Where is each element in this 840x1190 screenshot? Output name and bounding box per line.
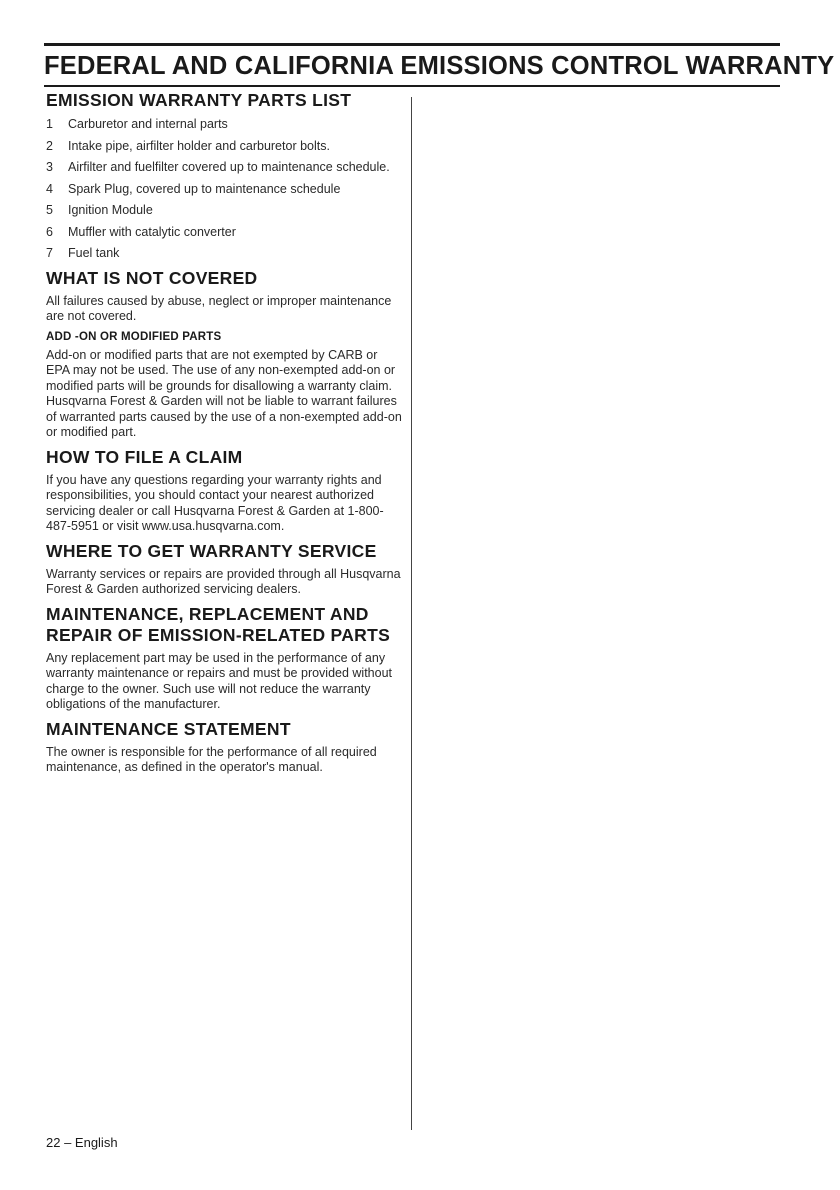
list-item-text: Muffler with catalytic converter: [68, 224, 236, 239]
list-item-text: Spark Plug, covered up to maintenance schedule: [68, 181, 341, 196]
title-top-rule: [44, 43, 780, 46]
file-claim-heading: HOW TO FILE A CLAIM: [46, 446, 243, 467]
warranty-service-heading: WHERE TO GET WARRANTY SERVICE: [46, 540, 377, 561]
list-item: [46, 225, 402, 241]
list-item: [46, 160, 402, 176]
add-on-parts-text: Add-on or modified parts that are not exempted by CARB or EPA may not be used. The use of any non-exempted add-on or modified parts will be grounds for disallowing a warranty claim. Husqvarna Forest & Garden will not be liable to warrant failures of warranted parts caused by the use of a non-exempted add-on or modified part.: [46, 347, 402, 439]
list-item: [46, 117, 402, 133]
warranty-service-text: Warranty services or repairs are provided through all Husqvarna Forest & Garden authorized servicing dealers.: [46, 566, 401, 596]
add-on-parts-subheading: ADD -ON OR MODIFIED PARTS: [46, 330, 222, 343]
list-item-text: Ignition Module: [68, 203, 153, 217]
left-column: [46, 90, 402, 782]
title-bottom-rule: [44, 85, 780, 87]
parts-list: [46, 117, 402, 262]
list-item-text: Carburetor and internal parts: [68, 117, 228, 131]
file-claim-text: If you have any questions regarding your warranty rights and responsibilities, you should contact your nearest authorized servicing dealer or call Husqvarna Forest & Garden at 1-800-487-5951 or visit www.usa.husqvarna.com.: [46, 472, 384, 533]
maintenance-statement-heading: MAINTENANCE STATEMENT: [46, 718, 291, 739]
list-item-text: Fuel tank: [68, 246, 120, 260]
maintenance-statement-section: [46, 719, 402, 776]
list-item-number: 7: [46, 246, 53, 260]
parts-list-section: [46, 90, 402, 262]
list-item-text: Airfilter and fuelfilter covered up to maintenance schedule.: [68, 160, 390, 174]
maintenance-parts-text: Any replacement part may be used in the performance of any warranty maintenance or repairs and must be provided without charge to the owner. Such use will not reduce the warranty obligations of the manufacturer.: [46, 650, 393, 711]
list-item: [46, 139, 402, 155]
list-item-number: 2: [46, 138, 53, 153]
list-item-number: 4: [46, 181, 53, 196]
list-item: [46, 246, 402, 262]
page-number: 22 – English: [46, 1135, 118, 1150]
maintenance-statement-text: The owner is responsible for the performance of all required maintenance, as defined in the operator's manual.: [46, 744, 377, 774]
list-item-number: 6: [46, 224, 53, 239]
warranty-service-section: [46, 541, 402, 598]
list-item-number: 1: [46, 117, 53, 131]
maintenance-parts-section: [46, 604, 402, 713]
parts-list-heading: EMISSION WARRANTY PARTS LIST: [46, 90, 352, 110]
not-covered-text: All failures caused by abuse, neglect or improper maintenance are not covered.: [46, 293, 392, 323]
list-item: [46, 182, 402, 198]
file-claim-section: [46, 447, 402, 535]
not-covered-section: [46, 268, 402, 441]
list-item-number: 5: [46, 203, 53, 217]
page-title: FEDERAL AND CALIFORNIA EMISSIONS CONTROL WARRANTY: [44, 52, 835, 80]
list-item: [46, 203, 402, 219]
column-divider: [411, 97, 412, 1130]
maintenance-parts-heading: MAINTENANCE, REPLACEMENT AND REPAIR OF EMISSION-RELATED PARTS: [46, 603, 391, 645]
list-item-text: Intake pipe, airfilter holder and carburetor bolts.: [68, 138, 330, 153]
not-covered-heading: WHAT IS NOT COVERED: [46, 267, 258, 288]
list-item-number: 3: [46, 160, 53, 174]
